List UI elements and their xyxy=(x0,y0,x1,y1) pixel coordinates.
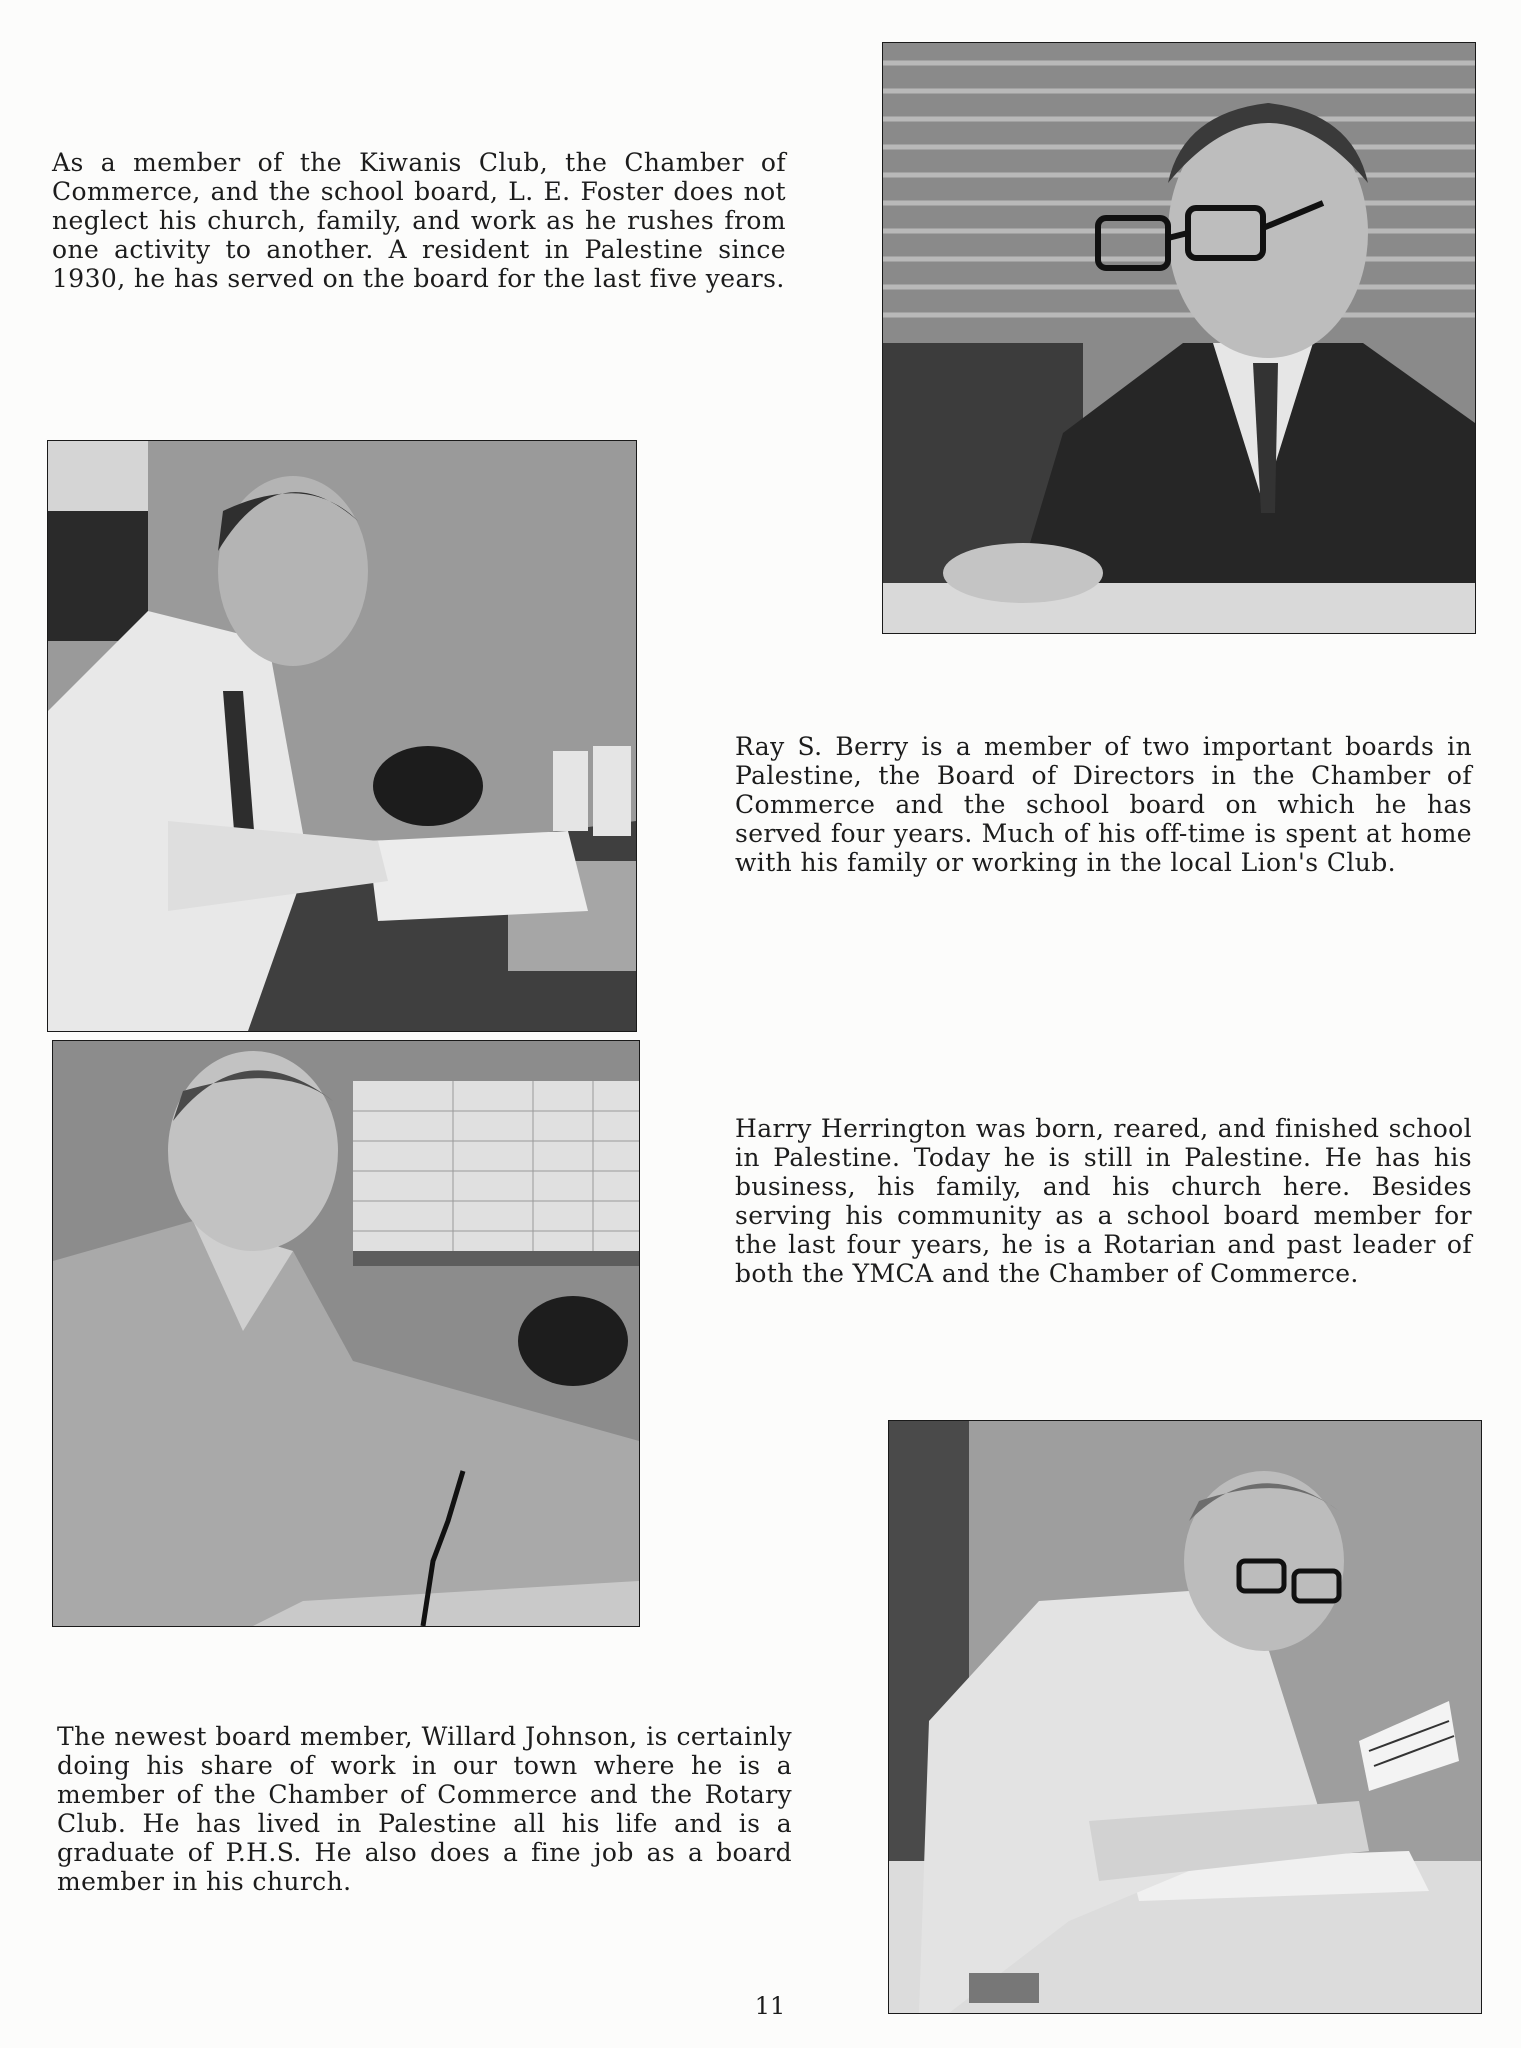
photo-berry xyxy=(47,440,637,1032)
caption-foster: As a member of the Kiwanis Club, the Chamber of Commerce, and the school board, L. E. Foster does not neglect his church, family, and work as he rushes from one activity to another. A resident in Palestine since 1930, he has served on the board for the last five years. xyxy=(52,148,786,293)
photo-foster xyxy=(882,42,1476,634)
photo-herrington xyxy=(52,1040,640,1627)
caption-johnson: The newest board member, Willard Johnson, is certainly doing his share of work in our town where he is a member of the Chamber of Commerce and the Rotary Club. He has lived in Palestine all his life and is a graduate of P.H.S. He also does a fine job as a board member in his church. xyxy=(57,1722,792,1896)
photo-johnson xyxy=(888,1420,1482,2014)
caption-berry: Ray S. Berry is a member of two important boards in Palestine, the Board of Directors in the Chamber of Commerce and the school board on which he has served four years. Much of his off-time is spent at home with his family or working in the local Lion's Club. xyxy=(735,732,1472,877)
page-number: 11 xyxy=(754,1992,786,2020)
caption-herrington: Harry Herrington was born, reared, and finished school in Palestine. Today he is still in Palestine. He has his business, his family, and his church here. Besides serving his community as a school board member for the last four years, he is a Rotarian and past leader of both the YMCA and the Chamber of Commerce. xyxy=(735,1114,1472,1288)
